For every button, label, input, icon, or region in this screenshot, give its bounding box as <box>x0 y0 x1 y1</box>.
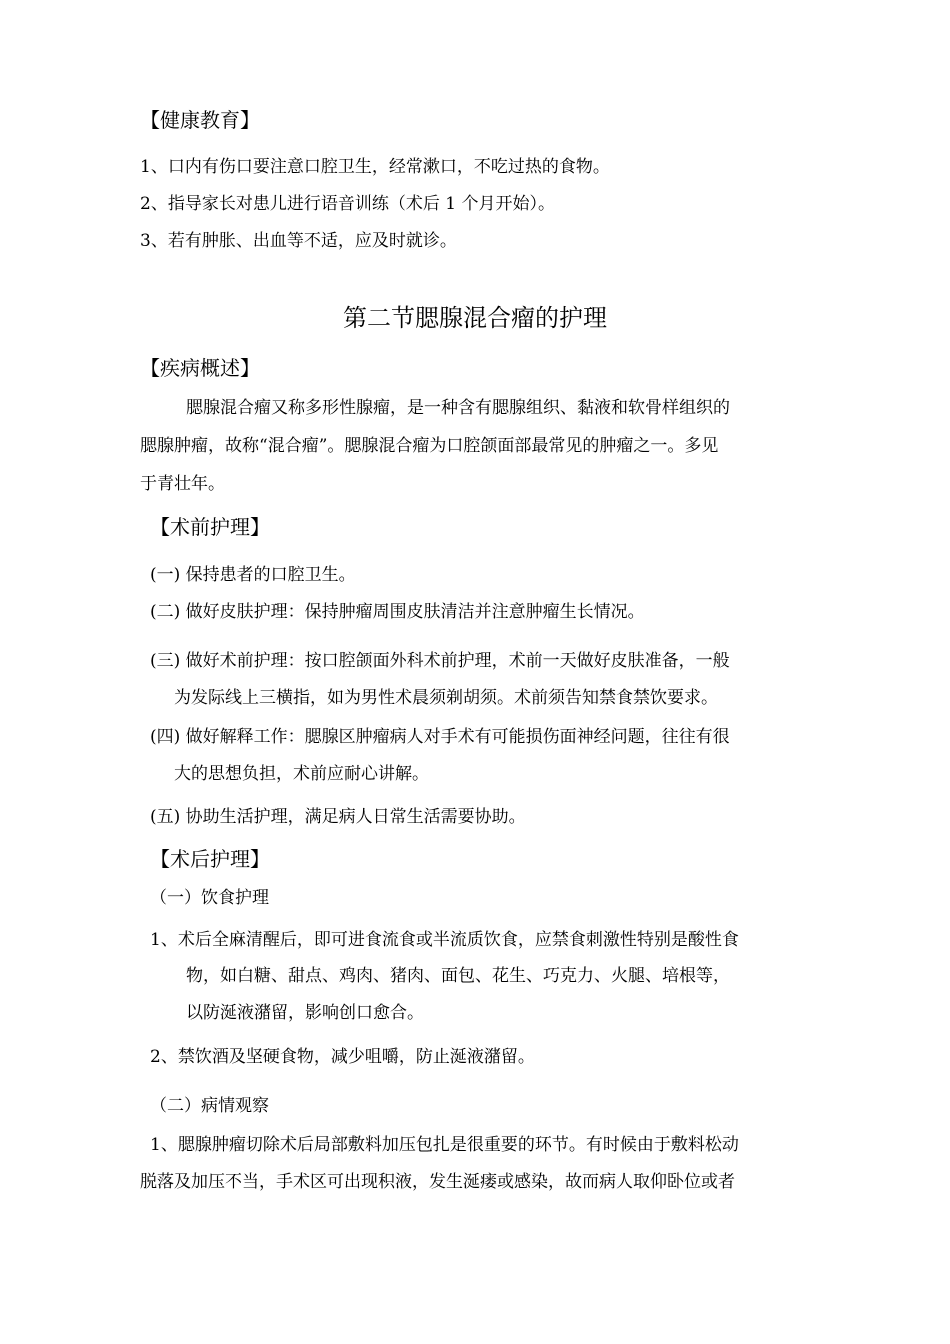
section-title: 第二节腮腺混合瘤的护理 <box>343 304 607 332</box>
preop-item: (四) 做好解释工作：腮腺区肿瘤病人对手术有可能损伤面神经问题，往往有很 <box>150 727 730 747</box>
health-education-item: 1、口内有伤口要注意口腔卫生，经常漱口，不吃过热的食物。 <box>140 157 610 177</box>
preop-item: (二) 做好皮肤护理：保持肿瘤周围皮肤清洁并注意肿瘤生长情况。 <box>150 602 645 622</box>
overview-line: 腮腺混合瘤又称多形性腺瘤，是一种含有腮腺组织、黏液和软骨样组织的 <box>186 398 730 418</box>
health-education-heading: 【健康教育】 <box>140 108 260 132</box>
postop-diet-subheading: （一）饮食护理 <box>150 888 269 908</box>
health-education-item: 2、指导家长对患儿进行语音训练（术后 1 个月开始）。 <box>140 194 555 214</box>
postop-diet-item-continuation: 物，如白糖、甜点、鸡肉、猪肉、面包、花生、巧克力、火腿、培根等， <box>186 966 730 986</box>
preop-item: (五) 协助生活护理，满足病人日常生活需要协助。 <box>150 807 526 827</box>
postop-diet-item-continuation: 以防涎液潴留，影响创口愈合。 <box>186 1003 424 1023</box>
preop-heading: 【术前护理】 <box>150 515 270 539</box>
preop-item: (三) 做好术前护理：按口腔颌面外科术前护理，术前一天做好皮肤准备，一般 <box>150 651 730 671</box>
overview-line: 腮腺肿瘤，故称“混合瘤”。腮腺混合瘤为口腔颌面部最常见的肿瘤之一。多见 <box>140 436 719 456</box>
postop-diet-item: 2、禁饮酒及坚硬食物，减少咀嚼，防止涎液潴留。 <box>150 1047 535 1067</box>
postop-observation-line: 1、腮腺肿瘤切除术后局部敷料加压包扎是很重要的环节。有时候由于敷料松动 <box>150 1135 739 1155</box>
postop-heading: 【术后护理】 <box>150 847 270 871</box>
overview-line: 于青壮年。 <box>140 474 225 494</box>
preop-item-continuation: 为发际线上三横指，如为男性术晨须剃胡须。术前须告知禁食禁饮要求。 <box>174 688 718 708</box>
health-education-item: 3、若有肿胀、出血等不适，应及时就诊。 <box>140 231 457 251</box>
preop-item-continuation: 大的思想负担，术前应耐心讲解。 <box>174 764 429 784</box>
preop-item: (一) 保持患者的口腔卫生。 <box>150 565 356 585</box>
postop-observation-line: 脱落及加压不当，手术区可出现积液，发生涎瘘或感染，故而病人取仰卧位或者 <box>140 1172 735 1192</box>
overview-heading: 【疾病概述】 <box>140 356 260 380</box>
postop-observation-subheading: （二）病情观察 <box>150 1096 269 1116</box>
postop-diet-item: 1、术后全麻清醒后，即可进食流食或半流质饮食，应禁食刺激性特别是酸性食 <box>150 930 739 950</box>
